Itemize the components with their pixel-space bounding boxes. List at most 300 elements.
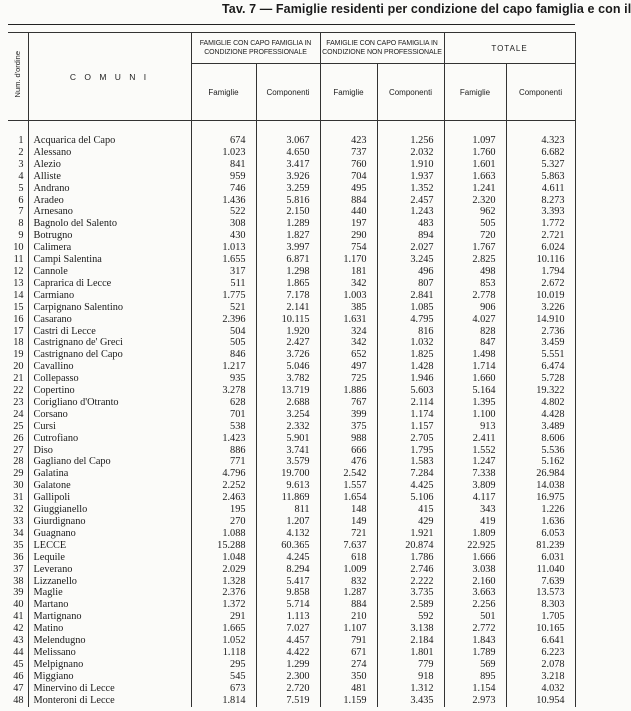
componenti-non-prof: 1.243 <box>377 206 444 218</box>
row-number: 37 <box>8 564 28 576</box>
famiglie-prof: 2.463 <box>191 492 256 504</box>
comune-name: Arnesano <box>28 206 191 218</box>
componenti-non-prof: 1.312 <box>377 683 444 695</box>
table-row <box>8 421 575 433</box>
table-row <box>8 587 575 599</box>
componenti-totale: 5.327 <box>506 159 575 171</box>
comune-name: LECCE <box>28 540 191 552</box>
comune-name: Melendugno <box>28 635 191 647</box>
comune-name: Castri di Lecce <box>28 326 191 338</box>
famiglie-prof: 317 <box>191 266 256 278</box>
table-row <box>8 326 575 338</box>
table-row <box>8 242 575 254</box>
table-row <box>8 433 575 445</box>
famiglie-non-prof: 1.557 <box>320 480 377 492</box>
famiglie-totale: 1.601 <box>444 159 506 171</box>
componenti-non-prof: 918 <box>377 671 444 683</box>
famiglie-totale: 1.767 <box>444 242 506 254</box>
componenti-prof: 3.259 <box>256 183 320 195</box>
row-number: 46 <box>8 671 28 683</box>
table-row <box>8 218 575 230</box>
row-number: 45 <box>8 659 28 671</box>
componenti-prof: 2.688 <box>256 397 320 409</box>
famiglie-totale: 22.925 <box>444 540 506 552</box>
famiglie-non-prof: 704 <box>320 171 377 183</box>
componenti-prof: 1.298 <box>256 266 320 278</box>
comune-name: Collepasso <box>28 373 191 385</box>
famiglie-totale: 1.660 <box>444 373 506 385</box>
componenti-non-prof: 5.106 <box>377 492 444 504</box>
famiglie-non-prof: 476 <box>320 456 377 468</box>
famiglie-totale: 501 <box>444 611 506 623</box>
row-number: 34 <box>8 528 28 540</box>
comune-name: Guagnano <box>28 528 191 540</box>
componenti-totale: 6.474 <box>506 361 575 373</box>
famiglie-prof: 295 <box>191 659 256 671</box>
comune-name: Galatone <box>28 480 191 492</box>
componenti-prof: 2.332 <box>256 421 320 433</box>
componenti-totale: 26.984 <box>506 468 575 480</box>
famiglie-non-prof: 497 <box>320 361 377 373</box>
famiglie-totale: 828 <box>444 326 506 338</box>
comune-name: Leverano <box>28 564 191 576</box>
comune-name: Melpignano <box>28 659 191 671</box>
table-row <box>8 159 575 171</box>
famiglie-totale: 1.714 <box>444 361 506 373</box>
componenti-totale: 4.802 <box>506 397 575 409</box>
comune-name: Alessano <box>28 147 191 159</box>
comune-name: Cavallino <box>28 361 191 373</box>
famiglie-totale: 2.778 <box>444 290 506 302</box>
componenti-prof: 2.141 <box>256 302 320 314</box>
componenti-totale: 5.551 <box>506 349 575 361</box>
famiglie-prof: 841 <box>191 159 256 171</box>
comune-name: Giurdignano <box>28 516 191 528</box>
famiglie-prof: 1.023 <box>191 147 256 159</box>
row-number: 35 <box>8 540 28 552</box>
comune-name: Cannole <box>28 266 191 278</box>
componenti-non-prof: 2.027 <box>377 242 444 254</box>
componenti-prof: 60.365 <box>256 540 320 552</box>
componenti-non-prof: 1.583 <box>377 456 444 468</box>
famiglie-prof: 1.423 <box>191 433 256 445</box>
famiglie-non-prof: 181 <box>320 266 377 278</box>
componenti-totale: 81.239 <box>506 540 575 552</box>
componenti-totale: 1.636 <box>506 516 575 528</box>
componenti-prof: 7.178 <box>256 290 320 302</box>
comune-name: Monteroni di Lecce <box>28 695 191 707</box>
famiglie-totale: 1.552 <box>444 445 506 457</box>
comune-name: Carmiano <box>28 290 191 302</box>
componenti-totale: 6.682 <box>506 147 575 159</box>
table-row <box>8 552 575 564</box>
comune-name: Diso <box>28 445 191 457</box>
header-componenti: Componenti <box>506 64 575 121</box>
componenti-non-prof: 1.352 <box>377 183 444 195</box>
row-number: 26 <box>8 433 28 445</box>
table-row <box>8 611 575 623</box>
famiglie-non-prof: 988 <box>320 433 377 445</box>
comune-name: Corigliano d'Otranto <box>28 397 191 409</box>
componenti-non-prof: 429 <box>377 516 444 528</box>
famiglie-non-prof: 350 <box>320 671 377 683</box>
componenti-non-prof: 3.435 <box>377 695 444 707</box>
componenti-prof: 7.027 <box>256 623 320 635</box>
table-row <box>8 599 575 611</box>
famiglie-prof: 1.655 <box>191 254 256 266</box>
row-number: 19 <box>8 349 28 361</box>
row-number: 29 <box>8 468 28 480</box>
componenti-non-prof: 2.841 <box>377 290 444 302</box>
componenti-non-prof: 592 <box>377 611 444 623</box>
componenti-totale: 5.728 <box>506 373 575 385</box>
componenti-non-prof: 2.705 <box>377 433 444 445</box>
table-row <box>8 349 575 361</box>
componenti-totale: 3.218 <box>506 671 575 683</box>
componenti-totale: 3.489 <box>506 421 575 433</box>
comune-name: Corsano <box>28 409 191 421</box>
table-row <box>8 147 575 159</box>
table-row <box>8 623 575 635</box>
row-number: 27 <box>8 445 28 457</box>
header-group-totale: TOTALE <box>444 33 575 64</box>
row-number: 8 <box>8 218 28 230</box>
componenti-totale: 3.459 <box>506 337 575 349</box>
famiglie-prof: 291 <box>191 611 256 623</box>
componenti-prof: 9.613 <box>256 480 320 492</box>
famiglie-prof: 538 <box>191 421 256 433</box>
componenti-prof: 8.294 <box>256 564 320 576</box>
table-row <box>8 480 575 492</box>
famiglie-non-prof: 290 <box>320 230 377 242</box>
componenti-non-prof: 3.245 <box>377 254 444 266</box>
famiglie-non-prof: 1.170 <box>320 254 377 266</box>
header-comuni: C O M U N I <box>28 33 191 121</box>
row-number: 6 <box>8 195 28 207</box>
famiglie-totale: 1.498 <box>444 349 506 361</box>
componenti-non-prof: 2.184 <box>377 635 444 647</box>
comune-name: Maglie <box>28 587 191 599</box>
table-row <box>8 397 575 409</box>
comune-name: Lizzanello <box>28 576 191 588</box>
comune-name: Gagliano del Capo <box>28 456 191 468</box>
table-row <box>8 171 575 183</box>
famiglie-totale: 913 <box>444 421 506 433</box>
famiglie-totale: 1.100 <box>444 409 506 421</box>
row-number: 39 <box>8 587 28 599</box>
componenti-prof: 2.300 <box>256 671 320 683</box>
componenti-non-prof: 1.085 <box>377 302 444 314</box>
famiglie-prof: 846 <box>191 349 256 361</box>
famiglie-non-prof: 495 <box>320 183 377 195</box>
componenti-non-prof: 1.256 <box>377 135 444 147</box>
row-number: 16 <box>8 314 28 326</box>
table-row <box>8 373 575 385</box>
comune-name: Martano <box>28 599 191 611</box>
table-row <box>8 385 575 397</box>
componenti-totale: 8.606 <box>506 433 575 445</box>
famiglie-prof: 1.088 <box>191 528 256 540</box>
table-row <box>8 314 575 326</box>
table-row <box>8 254 575 266</box>
componenti-totale: 16.975 <box>506 492 575 504</box>
componenti-totale: 8.273 <box>506 195 575 207</box>
componenti-totale: 1.705 <box>506 611 575 623</box>
famiglie-non-prof: 197 <box>320 218 377 230</box>
famiglie-prof: 521 <box>191 302 256 314</box>
table-row <box>8 635 575 647</box>
componenti-prof: 6.871 <box>256 254 320 266</box>
table-row <box>8 302 575 314</box>
componenti-prof: 811 <box>256 504 320 516</box>
componenti-prof: 3.782 <box>256 373 320 385</box>
famiglie-totale: 2.825 <box>444 254 506 266</box>
table-body <box>8 121 575 707</box>
famiglie-totale: 2.772 <box>444 623 506 635</box>
famiglie-totale: 720 <box>444 230 506 242</box>
componenti-prof: 5.417 <box>256 576 320 588</box>
famiglie-totale: 5.164 <box>444 385 506 397</box>
famiglie-totale: 1.843 <box>444 635 506 647</box>
famiglie-prof: 4.796 <box>191 468 256 480</box>
componenti-prof: 3.997 <box>256 242 320 254</box>
table-row <box>8 195 575 207</box>
comune-name: Galatina <box>28 468 191 480</box>
table-row <box>8 671 575 683</box>
comune-name: Giuggianello <box>28 504 191 516</box>
header-famiglie: Famiglie <box>191 64 256 121</box>
comune-name: Alezio <box>28 159 191 171</box>
famiglie-totale: 1.760 <box>444 147 506 159</box>
comune-name: Miggiano <box>28 671 191 683</box>
famiglie-non-prof: 671 <box>320 647 377 659</box>
componenti-non-prof: 1.825 <box>377 349 444 361</box>
comune-name: Botrugno <box>28 230 191 242</box>
famiglie-non-prof: 1.654 <box>320 492 377 504</box>
componenti-prof: 1.113 <box>256 611 320 623</box>
famiglie-non-prof: 666 <box>320 445 377 457</box>
famiglie-prof: 2.376 <box>191 587 256 599</box>
table-row <box>8 290 575 302</box>
famiglie-non-prof: 737 <box>320 147 377 159</box>
comune-name: Lequile <box>28 552 191 564</box>
componenti-prof: 4.650 <box>256 147 320 159</box>
componenti-prof: 5.816 <box>256 195 320 207</box>
header-componenti: Componenti <box>377 64 444 121</box>
famiglie-non-prof: 148 <box>320 504 377 516</box>
row-number: 7 <box>8 206 28 218</box>
famiglie-totale: 505 <box>444 218 506 230</box>
componenti-totale: 7.639 <box>506 576 575 588</box>
famiglie-totale: 3.038 <box>444 564 506 576</box>
table-row <box>8 337 575 349</box>
componenti-non-prof: 1.174 <box>377 409 444 421</box>
componenti-totale: 6.641 <box>506 635 575 647</box>
row-number: 25 <box>8 421 28 433</box>
row-number: 20 <box>8 361 28 373</box>
table-row <box>8 266 575 278</box>
row-number: 43 <box>8 635 28 647</box>
row-number: 10 <box>8 242 28 254</box>
famiglie-prof: 935 <box>191 373 256 385</box>
componenti-non-prof: 7.284 <box>377 468 444 480</box>
componenti-prof: 3.741 <box>256 445 320 457</box>
componenti-non-prof: 1.428 <box>377 361 444 373</box>
famiglie-totale: 419 <box>444 516 506 528</box>
componenti-totale: 4.032 <box>506 683 575 695</box>
componenti-non-prof: 5.603 <box>377 385 444 397</box>
componenti-non-prof: 2.032 <box>377 147 444 159</box>
comune-name: Andrano <box>28 183 191 195</box>
famiglie-non-prof: 399 <box>320 409 377 421</box>
famiglie-non-prof: 1.107 <box>320 623 377 635</box>
famiglie-prof: 3.278 <box>191 385 256 397</box>
row-number: 9 <box>8 230 28 242</box>
componenti-totale: 1.226 <box>506 504 575 516</box>
row-number: 28 <box>8 456 28 468</box>
famiglie-totale: 2.320 <box>444 195 506 207</box>
componenti-prof: 7.519 <box>256 695 320 707</box>
componenti-totale: 11.040 <box>506 564 575 576</box>
famiglie-prof: 15.288 <box>191 540 256 552</box>
componenti-non-prof: 1.910 <box>377 159 444 171</box>
famiglie-non-prof: 342 <box>320 337 377 349</box>
comune-name: Martignano <box>28 611 191 623</box>
famiglie-totale: 343 <box>444 504 506 516</box>
componenti-totale: 3.226 <box>506 302 575 314</box>
header-group-professionale: FAMIGLIE CON CAPO FAMIGLIA IN CONDIZIONE PROFESSIONALE <box>191 33 320 64</box>
row-number: 32 <box>8 504 28 516</box>
row-number: 13 <box>8 278 28 290</box>
componenti-totale: 2.078 <box>506 659 575 671</box>
componenti-totale: 1.772 <box>506 218 575 230</box>
famiglie-non-prof: 618 <box>320 552 377 564</box>
componenti-prof: 19.700 <box>256 468 320 480</box>
data-table <box>8 32 576 707</box>
row-number: 38 <box>8 576 28 588</box>
componenti-non-prof: 1.157 <box>377 421 444 433</box>
componenti-totale: 19.322 <box>506 385 575 397</box>
row-number: 23 <box>8 397 28 409</box>
famiglie-non-prof: 754 <box>320 242 377 254</box>
componenti-non-prof: 1.801 <box>377 647 444 659</box>
componenti-non-prof: 4.425 <box>377 480 444 492</box>
famiglie-totale: 1.154 <box>444 683 506 695</box>
famiglie-totale: 847 <box>444 337 506 349</box>
comune-name: Bagnolo del Salento <box>28 218 191 230</box>
componenti-non-prof: 3.735 <box>377 587 444 599</box>
famiglie-non-prof: 149 <box>320 516 377 528</box>
famiglie-prof: 1.436 <box>191 195 256 207</box>
componenti-non-prof: 816 <box>377 326 444 338</box>
famiglie-non-prof: 481 <box>320 683 377 695</box>
famiglie-totale: 2.160 <box>444 576 506 588</box>
componenti-totale: 10.019 <box>506 290 575 302</box>
row-number: 47 <box>8 683 28 695</box>
famiglie-non-prof: 767 <box>320 397 377 409</box>
famiglie-prof: 673 <box>191 683 256 695</box>
row-number: 48 <box>8 695 28 707</box>
famiglie-non-prof: 884 <box>320 195 377 207</box>
componenti-non-prof: 2.589 <box>377 599 444 611</box>
row-number: 14 <box>8 290 28 302</box>
row-number: 11 <box>8 254 28 266</box>
famiglie-non-prof: 2.542 <box>320 468 377 480</box>
famiglie-totale: 2.256 <box>444 599 506 611</box>
famiglie-totale: 1.247 <box>444 456 506 468</box>
row-number: 18 <box>8 337 28 349</box>
componenti-prof: 5.046 <box>256 361 320 373</box>
famiglie-non-prof: 760 <box>320 159 377 171</box>
header-componenti: Componenti <box>256 64 320 121</box>
row-number: 1 <box>8 135 28 147</box>
famiglie-totale: 4.027 <box>444 314 506 326</box>
famiglie-prof: 522 <box>191 206 256 218</box>
componenti-prof: 1.920 <box>256 326 320 338</box>
famiglie-non-prof: 725 <box>320 373 377 385</box>
comune-name: Cursi <box>28 421 191 433</box>
componenti-totale: 2.721 <box>506 230 575 242</box>
row-number: 5 <box>8 183 28 195</box>
table-row <box>8 564 575 576</box>
comune-name: Melissano <box>28 647 191 659</box>
famiglie-totale: 962 <box>444 206 506 218</box>
componenti-totale: 6.031 <box>506 552 575 564</box>
table-row <box>8 647 575 659</box>
table-row <box>8 516 575 528</box>
famiglie-non-prof: 721 <box>320 528 377 540</box>
table-row <box>8 659 575 671</box>
componenti-prof: 1.827 <box>256 230 320 242</box>
table-row <box>8 540 575 552</box>
famiglie-prof: 2.029 <box>191 564 256 576</box>
componenti-non-prof: 4.795 <box>377 314 444 326</box>
componenti-prof: 4.457 <box>256 635 320 647</box>
componenti-totale: 1.794 <box>506 266 575 278</box>
famiglie-non-prof: 274 <box>320 659 377 671</box>
componenti-non-prof: 2.457 <box>377 195 444 207</box>
famiglie-prof: 886 <box>191 445 256 457</box>
componenti-totale: 6.053 <box>506 528 575 540</box>
famiglie-non-prof: 652 <box>320 349 377 361</box>
table-row <box>8 135 575 147</box>
table-row <box>8 456 575 468</box>
row-number: 22 <box>8 385 28 397</box>
famiglie-non-prof: 1.009 <box>320 564 377 576</box>
table-title: Tav. 7 — Famiglie residenti per condizione del capo famiglia e con il <box>222 2 631 16</box>
famiglie-non-prof: 884 <box>320 599 377 611</box>
comune-name: Copertino <box>28 385 191 397</box>
famiglie-prof: 511 <box>191 278 256 290</box>
famiglie-prof: 1.372 <box>191 599 256 611</box>
comune-name: Matino <box>28 623 191 635</box>
famiglie-totale: 498 <box>444 266 506 278</box>
famiglie-totale: 1.097 <box>444 135 506 147</box>
componenti-non-prof: 1.795 <box>377 445 444 457</box>
table-row <box>8 278 575 290</box>
componenti-prof: 3.579 <box>256 456 320 468</box>
famiglie-non-prof: 1.003 <box>320 290 377 302</box>
componenti-non-prof: 2.222 <box>377 576 444 588</box>
table-row <box>8 445 575 457</box>
componenti-prof: 3.254 <box>256 409 320 421</box>
table-row <box>8 361 575 373</box>
famiglie-non-prof: 1.886 <box>320 385 377 397</box>
famiglie-prof: 674 <box>191 135 256 147</box>
comune-name: Caprarica di Lecce <box>28 278 191 290</box>
famiglie-totale: 3.809 <box>444 480 506 492</box>
row-number: 36 <box>8 552 28 564</box>
